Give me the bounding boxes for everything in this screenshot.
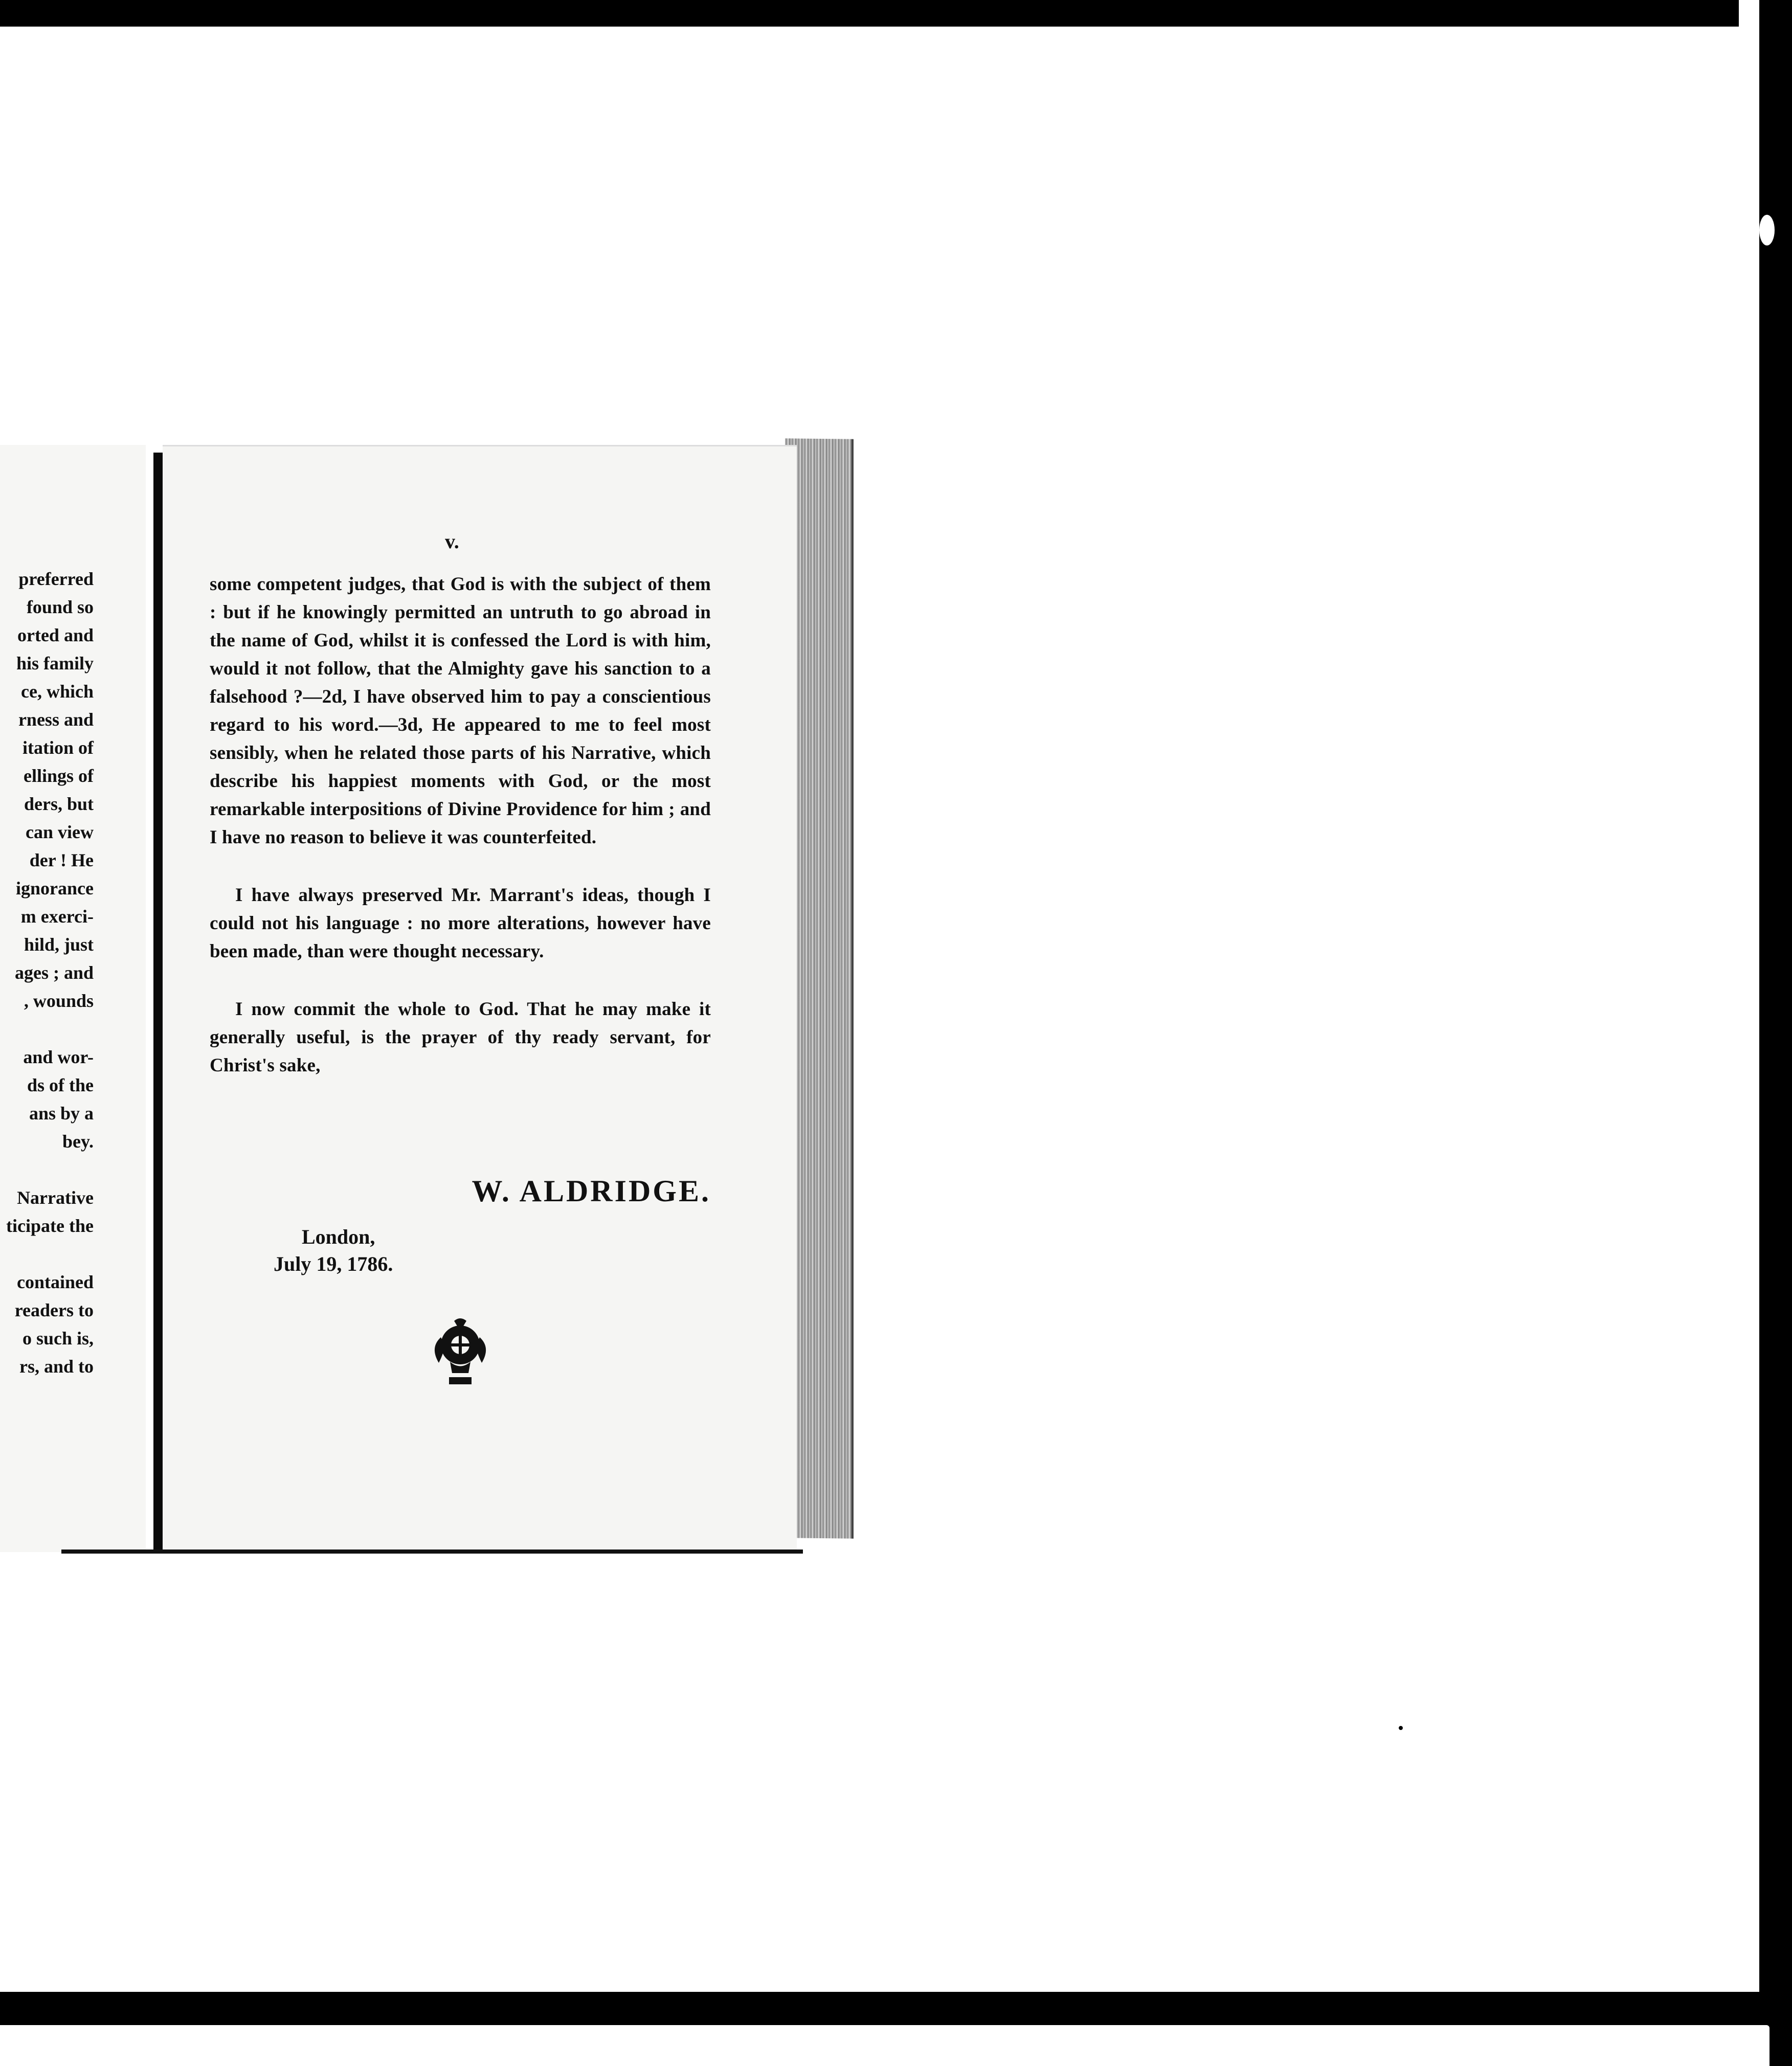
paragraph: some competent judges, that God is with the subject of them : but if he knowingly permitted an untruth to go abroad in the name of God, whilst it is confessed the Lord is with him, would it not follow, that the Almighty gave his sanction to a falsehood ?—2d, I have observed him to pay a conscientious regard to his word.—3d, He appeared to me to feel most sensibly, when he related those parts of his Narrative, which describe his happiest moments with God, or the most remarkable interpositions of Divine Providence for him ; and I have no reason to believe it was counterfeited. (210, 574, 711, 848)
book-gutter (153, 453, 163, 1552)
left-page-line: ignorance (16, 878, 94, 899)
book-bottom-edge (61, 1550, 803, 1554)
left-page-line (0, 1156, 146, 1184)
film-sheet-right (1739, 0, 1759, 1992)
left-page-text (0, 565, 146, 1381)
left-page-line: bey. (62, 1131, 94, 1152)
left-page-line: rs, and to (19, 1356, 94, 1377)
left-page-line: itation of (23, 737, 94, 758)
left-page-line: ans by a (29, 1103, 94, 1124)
film-frame-right (1759, 0, 1792, 2066)
left-page-line (0, 1240, 146, 1268)
left-page-line: der ! He (29, 850, 94, 870)
signature: W. ALDRIDGE. (472, 1174, 711, 1208)
film-speck (1399, 1726, 1403, 1730)
left-page-line: Narrative (17, 1187, 94, 1208)
date-line: July 19, 1786. (274, 1252, 393, 1275)
page-number: v. (445, 530, 459, 553)
film-frame-top (0, 0, 1792, 27)
left-page-line: ders, but (24, 794, 94, 814)
left-page-line: found so (26, 597, 94, 617)
film-sheet-bottom (0, 2025, 1769, 2066)
left-page-line (0, 1015, 146, 1043)
film-speck (1762, 389, 1773, 400)
left-page-line: readers to (14, 1300, 94, 1320)
left-page-line: ce, which (21, 681, 94, 702)
left-page-line: ages ; and (14, 962, 94, 983)
left-page-line: hild, just (24, 934, 94, 955)
left-page-line: rness and (18, 709, 94, 730)
film-speck (1759, 215, 1775, 245)
left-page-line: can view (26, 822, 94, 842)
left-page-line: ds of the (27, 1075, 94, 1095)
left-page-line: contained (16, 1272, 94, 1292)
urn-ornament-icon (424, 1317, 496, 1399)
paragraph: I now commit the whole to God. That he may make it generally useful, is the prayer of thy ready servant, for Christ's sake, (210, 999, 711, 1076)
paragraph: I have always preserved Mr. Marrant's ideas, though I could not his language : no more alterations, however have been made, than were thought necessary. (210, 885, 711, 962)
left-page-line: and wor- (23, 1047, 94, 1067)
left-page-line: orted and (17, 625, 94, 645)
left-page-line: ticipate the (6, 1216, 94, 1236)
body-text (210, 570, 711, 1080)
left-page-line: preferred (18, 569, 94, 589)
left-page-line: his family (16, 653, 94, 673)
left-page-line: , wounds (24, 991, 94, 1011)
place-line: London, (302, 1225, 375, 1248)
left-page-line: ellings of (23, 766, 94, 786)
left-page (0, 445, 146, 1552)
left-page-line: o such is, (22, 1328, 94, 1349)
left-page-line: m exerci- (20, 906, 94, 927)
